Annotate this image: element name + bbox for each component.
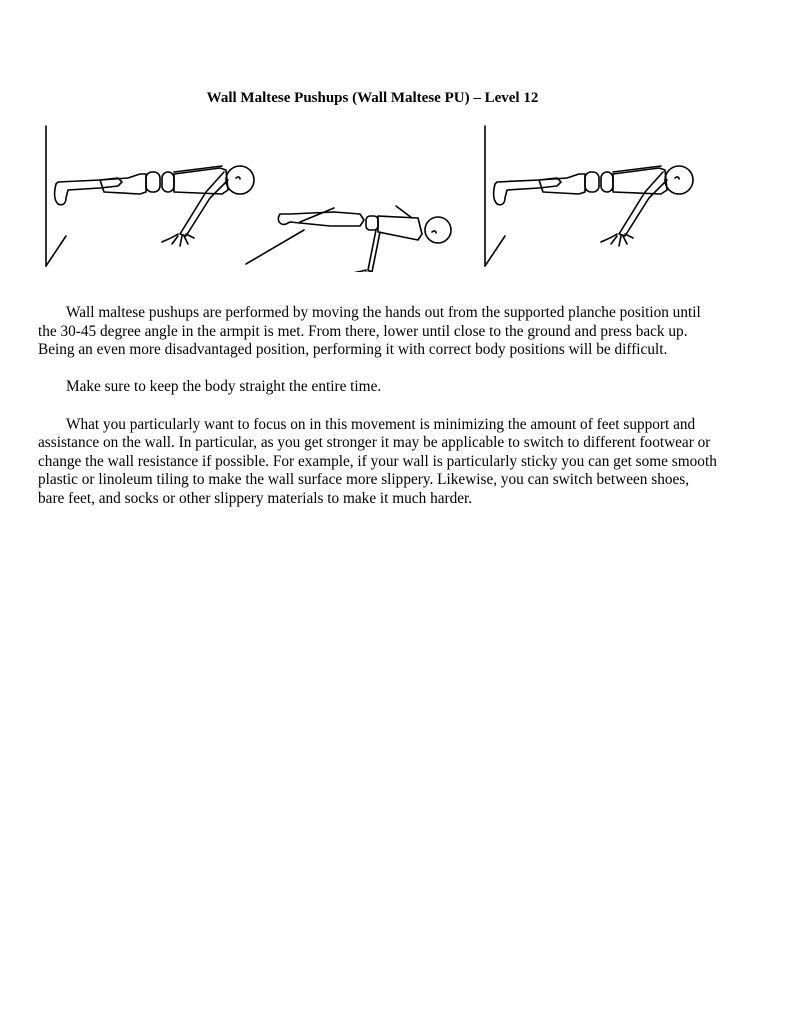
exercise-illustration bbox=[0, 122, 800, 272]
figure-panel-top-position-repeat bbox=[485, 126, 693, 266]
paragraph: Wall maltese pushups are performed by moving the hands out from the supported planche position until the 30-45 degree angle in the armpit is met. From there, lower until close to the ground and press back up. Being an even more disadvantaged position, performing it with correct body positions will be difficult. bbox=[38, 304, 701, 359]
page-title: Wall Maltese Pushups (Wall Maltese PU) – Level 12 bbox=[206, 90, 539, 106]
floor-line bbox=[46, 236, 66, 266]
figure-body bbox=[278, 206, 451, 272]
paragraph: Make sure to keep the body straight the entire time. bbox=[66, 378, 382, 396]
floor-line bbox=[246, 230, 304, 264]
paragraph: What you particularly want to focus on in this movement is minimizing the amount of feet support and assistance on the wall. In particular, as you get stronger it may be applicable to switch to different footwear or change the wall resistance if possible. For example, if your wall is particularly sticky you can get some smooth plastic or linoleum tiling to make the wall surface more slippery. Likewise, you can switch between shoes, bare feet, and socks or other slippery materials to make it much harder. bbox=[38, 415, 717, 507]
figure-panel-bottom-position bbox=[246, 206, 451, 272]
figure-body bbox=[55, 166, 254, 246]
figure-panel-top-position bbox=[46, 126, 254, 266]
floor-line bbox=[485, 236, 505, 266]
figure-body bbox=[494, 166, 693, 246]
body-text bbox=[38, 304, 718, 527]
